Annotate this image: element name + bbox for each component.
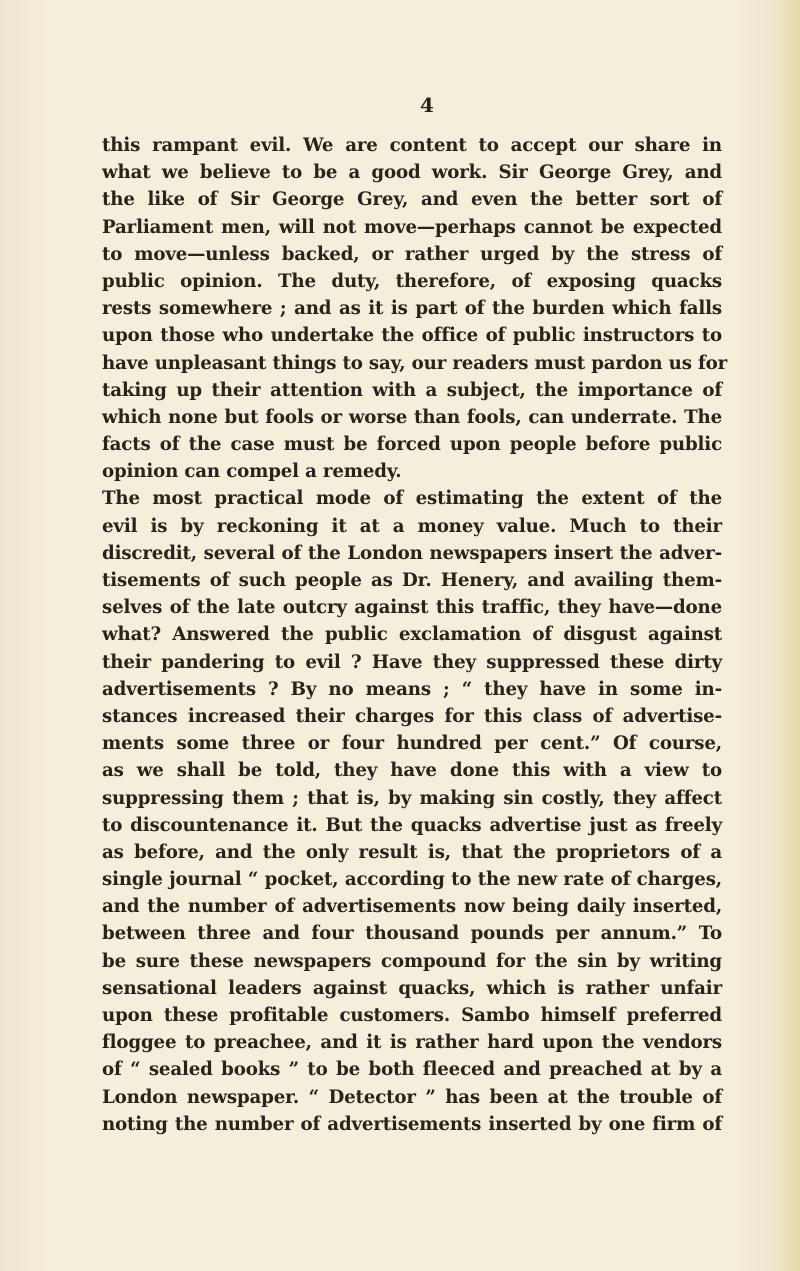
text-line: as before, and the only result is, that the proprietors of a — [102, 841, 722, 863]
text-line: which none but fools or worse than fools, can underrate. The — [102, 406, 722, 428]
text-line: opinion can compel a remedy. — [102, 461, 402, 483]
text-line: upon these profitable customers. Sambo himself preferred — [102, 1005, 722, 1026]
text-line: selves of the late outcry against this traffic, they have—done — [102, 597, 722, 619]
text-line: upon those who undertake the office of public instructors to — [102, 325, 722, 347]
text-line: floggee to preachee, and it is rather hard upon the vendors — [102, 1032, 722, 1054]
text-line: tisements of such people as Dr. Henery, and availing them- — [102, 570, 722, 591]
text-line: taking up their attention with a subject, the importance of — [102, 379, 722, 401]
text-line: noting the number of advertisements inserted by one firm of — [102, 1113, 722, 1135]
page-edge-shade — [778, 0, 800, 1271]
text-line: London newspaper. “ Detector ” has been at the trouble of — [102, 1086, 722, 1108]
text-line: ments some three or four hundred per cent.” Of course, — [102, 733, 722, 755]
text-line: evil is by reckoning it at a money value. Much to their — [102, 515, 722, 537]
text-line: what we believe to be a good work. Sir George Grey, and — [102, 162, 722, 184]
text-line: stances increased their charges for this class of advertise- — [102, 705, 722, 727]
text-line: their pandering to evil ? Have they suppressed these dirty — [102, 651, 722, 673]
text-line: to discountenance it. But the quacks advertise just as freely — [102, 814, 722, 836]
text-line: sensational leaders against quacks, which is rather unfair — [102, 977, 722, 999]
text-line: between three and four thousand pounds per annum.” To — [102, 923, 722, 945]
text-line: facts of the case must be forced upon people before public — [102, 434, 722, 456]
text-line: as we shall be told, they have done this with a view to — [102, 760, 722, 782]
text-line: rests somewhere ; and as it is part of the burden which falls — [102, 298, 722, 320]
body-text — [102, 132, 728, 1138]
text-line: Parliament men, will not move—perhaps cannot be expected — [102, 216, 722, 238]
text-line: have unpleasant things to say, our readers must pardon us for — [102, 352, 728, 374]
text-line: what? Answered the public exclamation of disgust against — [102, 624, 722, 646]
text-line: single journal “ pocket, according to the new rate of charges, — [102, 869, 722, 891]
text-line: be sure these newspapers compound for the sin by writing — [102, 950, 722, 972]
text-line: public opinion. The duty, therefore, of exposing quacks — [102, 270, 722, 292]
text-line: to move—unless backed, or rather urged by the stress of — [102, 243, 722, 265]
text-line: and the number of advertisements now being daily inserted, — [102, 896, 722, 918]
page-number: 4 — [420, 93, 434, 117]
text-line: discredit, several of the London newspapers insert the adver- — [102, 542, 722, 564]
text-line: the like of Sir George Grey, and even the better sort of — [102, 189, 722, 211]
text-line: of “ sealed books ” to be both fleeced and preached at by a — [102, 1059, 722, 1081]
text-line: this rampant evil. We are content to accept our share in — [102, 135, 722, 156]
text-line: advertisements ? By no means ; “ they have in some in- — [102, 678, 722, 700]
text-line: suppressing them ; that is, by making sin costly, they affect — [102, 787, 722, 809]
text-line: The most practical mode of estimating the extent of the — [102, 488, 722, 510]
